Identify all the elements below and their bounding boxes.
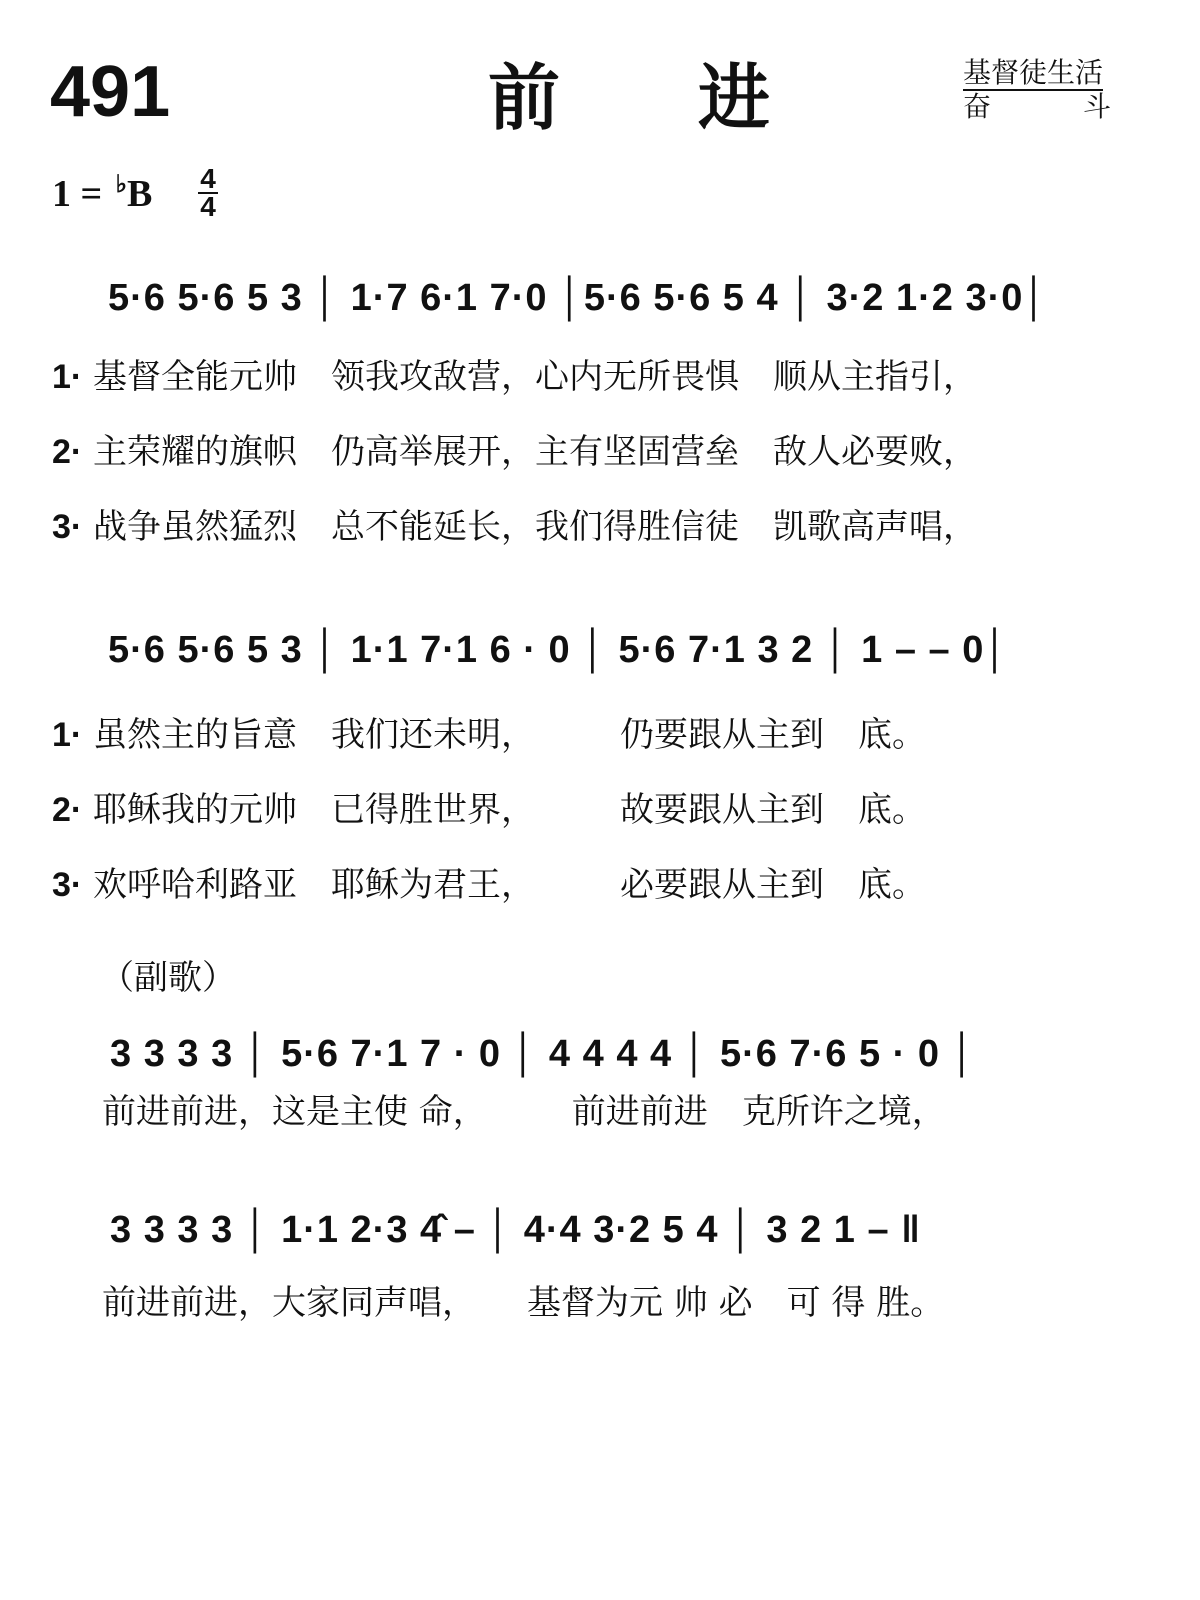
notation-line-1: 5·6 5·6 5 3 │ 1·7 6·1 7·0 │5·6 5·6 5 4 │ 3·2 1·2 3·0│ [108,277,1049,319]
lyric-line-1-verse-2 [52,432,977,472]
subcategory-label [963,92,1111,122]
time-sig-bottom: 4 [198,192,218,220]
hymn-number: 491 [50,52,171,132]
time-signature [198,163,218,222]
subcategory-char-2: 斗 [1082,90,1111,123]
chorus-notation-line-1: 3 3 3 3 │ 5·6 7·1 7 · 0 │ 4 4 4 4 │ 5·6 7·6 5 · 0 │ [110,1033,977,1075]
category-label: 基督徒生活 [963,56,1104,89]
subcategory-char-1: 奋 [963,90,992,123]
verse-number: 3· [52,508,83,546]
chorus-lyric-line-1: 前进前进，这是主使 命， 前进前进 克所许之境， [102,1092,946,1132]
time-sig-top: 4 [200,163,216,194]
title-char-2: 进 [698,56,771,140]
chorus-notation-line-2: 3 3 3 3 │ 1·1 2·3 4̂ – │ 4·4 3·2 5 4 │ 3 2 1 – ‖ [110,1209,922,1251]
chorus-label: （副歌） [100,958,236,998]
notation-line-2: 5·6 5·6 5 3 │ 1·1 7·1 6 · 0 │ 5·6 7·1 3 2 │ 1 – – 0│ [108,629,1010,671]
lyric-line-2-verse-1 [52,715,926,755]
verse-number: 3· [52,866,83,904]
lyric-line-2-verse-2 [52,790,926,830]
hymn-title [488,58,770,138]
lyric-text: 战争虽然猛烈 总不能延长，我们得胜信徒 凯歌高声唱， [93,507,978,547]
verse-number: 1· [52,358,83,396]
key-prefix: 1 = [52,173,112,215]
title-char-1: 前 [488,56,561,140]
lyric-text: 主荣耀的旗帜 仍高举展开，主有坚固营垒 敌人必要败， [93,432,978,472]
lyric-text: 耶稣我的元帅 已得胜世界， 故要跟从主到 底。 [93,790,927,830]
verse-number: 2· [52,791,83,829]
verse-number: 2· [52,433,83,471]
key-note: B [126,173,153,215]
lyric-line-2-verse-3 [52,865,926,905]
lyric-text: 欢呼哈利路亚 耶稣为君王， 必要跟从主到 底。 [93,865,927,905]
chorus-lyric-line-2: 前进前进，大家同声唱， 基督为元 帅 必 可 得 胜。 [102,1283,945,1323]
lyric-text: 基督全能元帅 领我攻敌营，心内无所畏惧 顺从主指引， [93,357,978,397]
key-signature [52,172,152,221]
lyric-text: 虽然主的旨意 我们还未明， 仍要跟从主到 底。 [93,715,927,755]
verse-number: 1· [52,716,83,754]
lyric-line-1-verse-1 [52,357,977,397]
lyric-line-1-verse-3 [52,507,977,547]
flat-symbol: ♭ [115,172,127,198]
